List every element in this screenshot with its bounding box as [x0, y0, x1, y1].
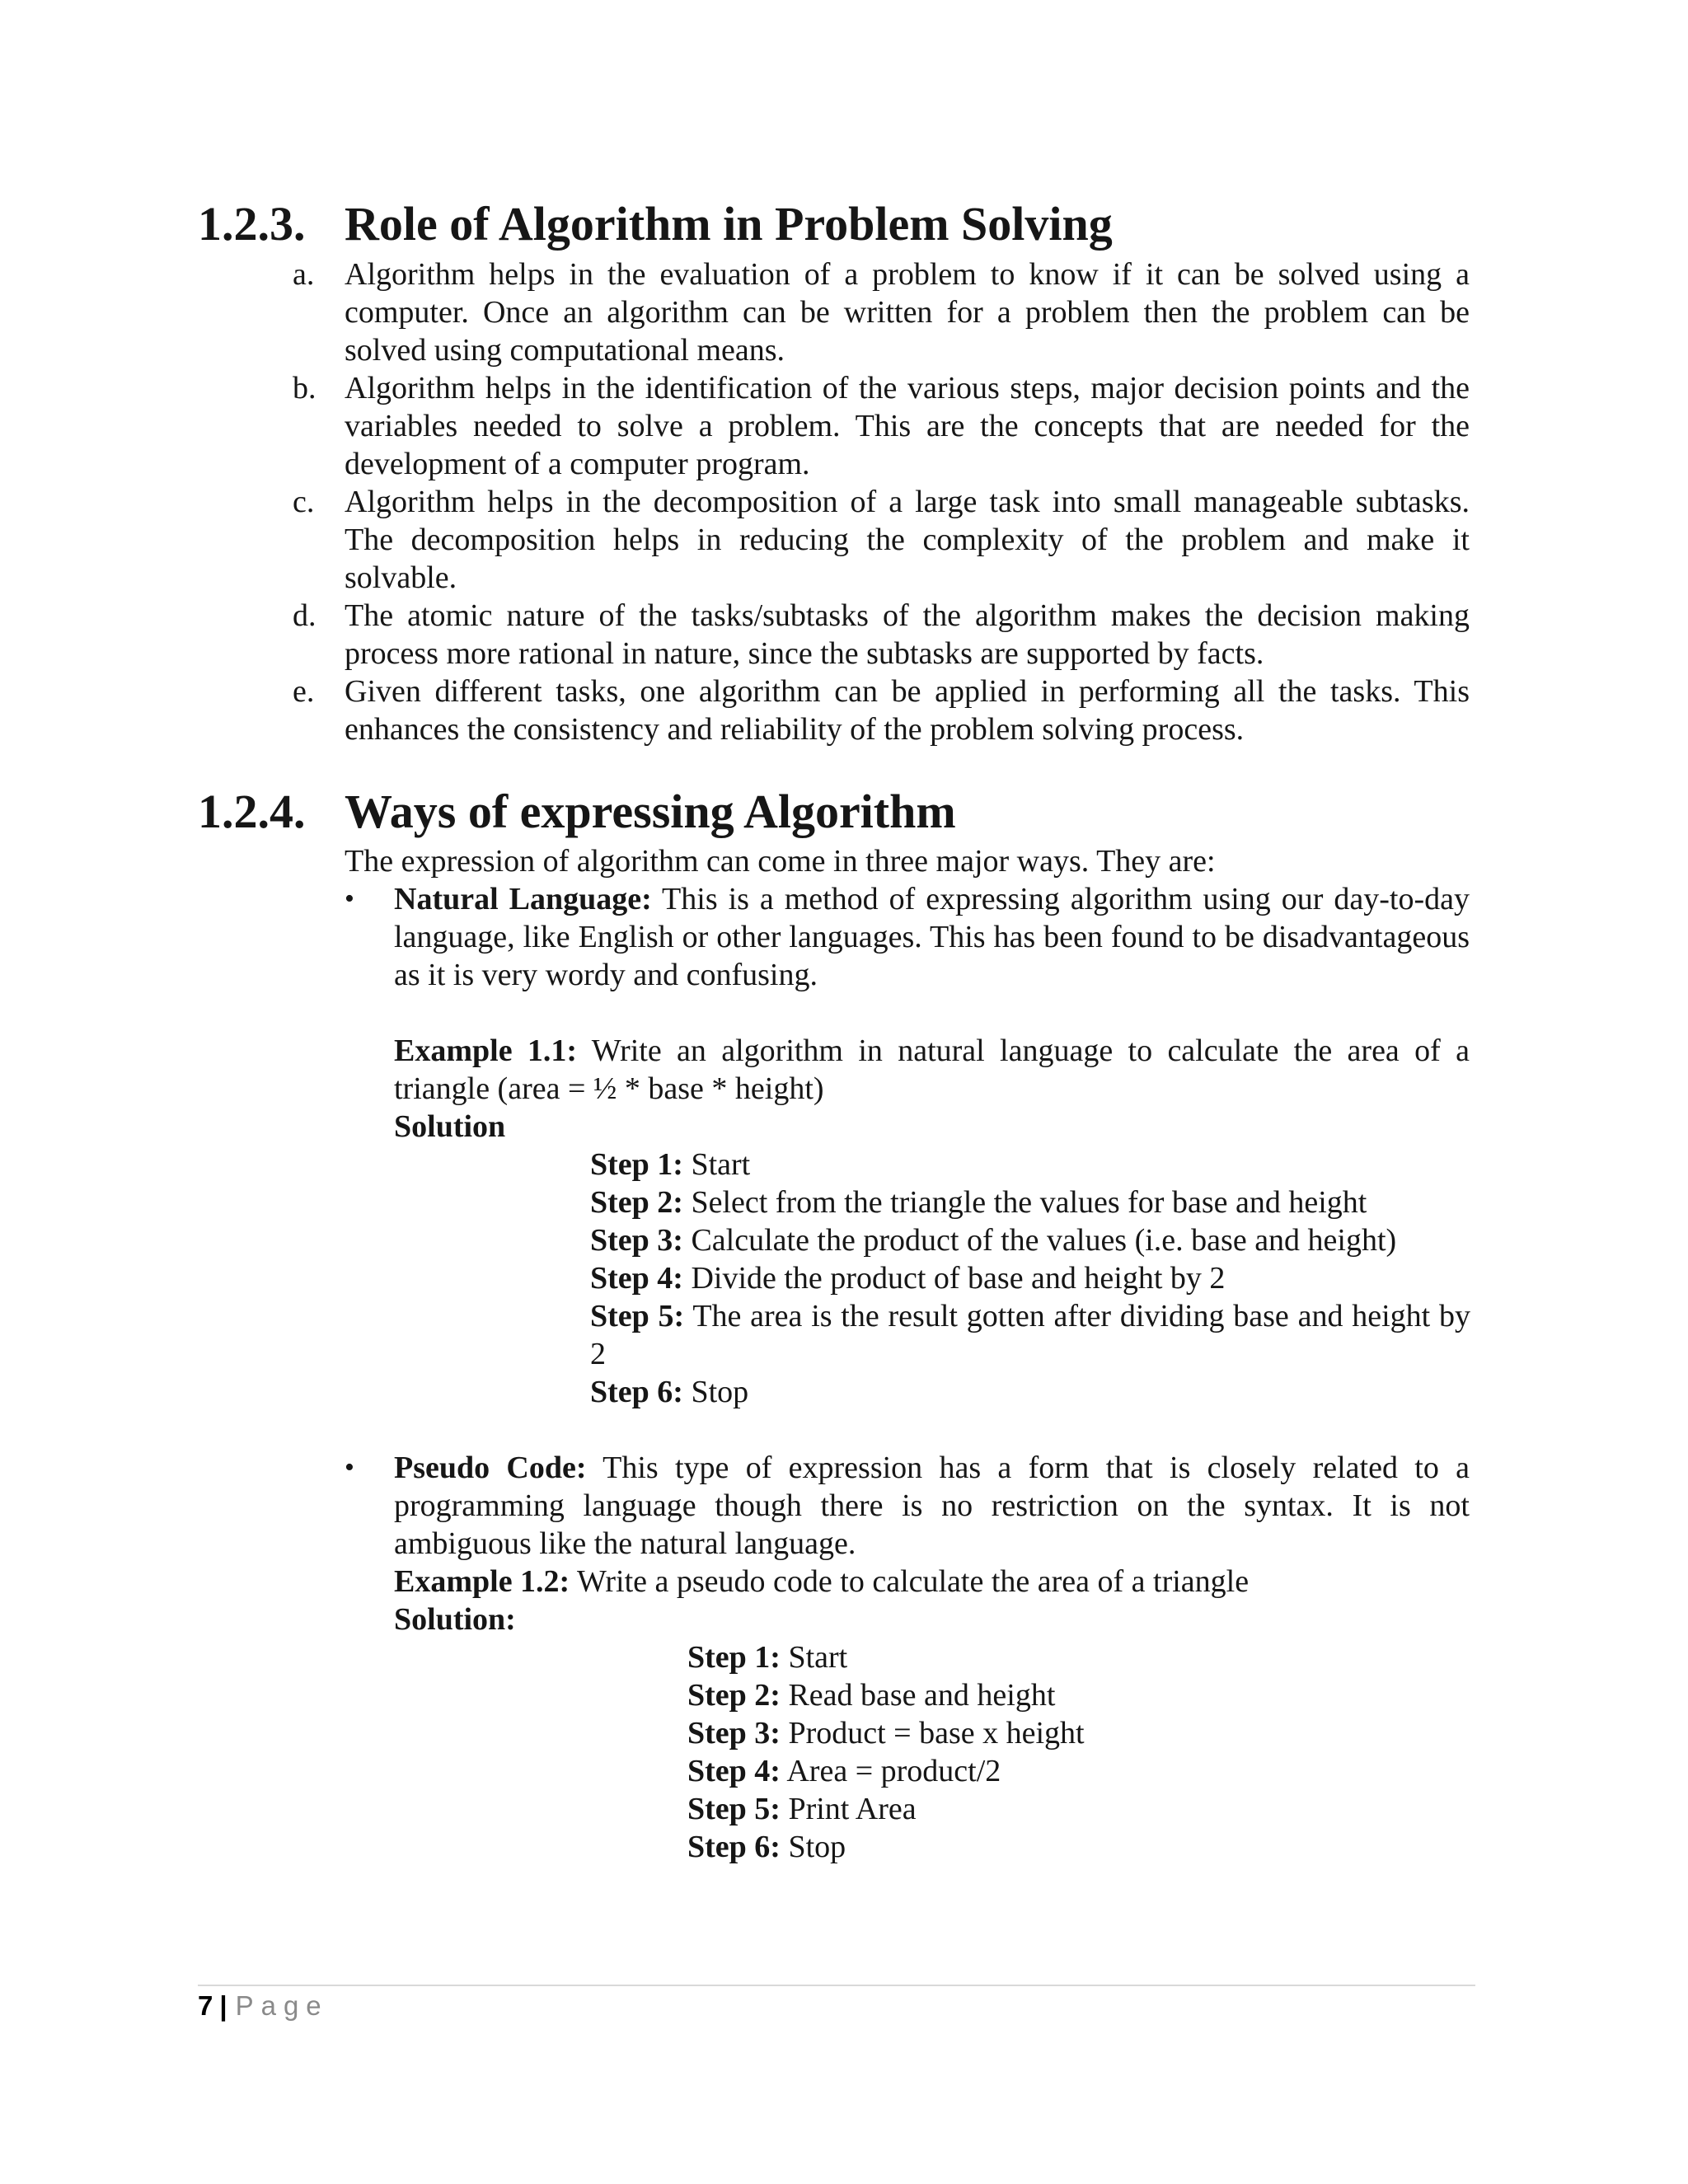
footer-separator: |: [219, 1990, 227, 2021]
step-row: [590, 1259, 1225, 1297]
step-row: [590, 1146, 750, 1183]
step-text: Select from the triangle the values for base and height: [691, 1185, 1367, 1220]
list-item-text: Algorithm helps in the decomposition of a large task into small manageable subtasks. The decomposition helps in reducing the complexity of the problem and make it solvable.: [345, 485, 1470, 596]
solution-label: [394, 1601, 516, 1638]
section-heading-1-2-4: [0, 783, 1688, 841]
page-footer: [198, 1990, 329, 2022]
example-label: Example 1.1:: [394, 1033, 578, 1068]
step-row: [687, 1790, 917, 1828]
step-text: Divide the product of base and height by 2: [691, 1261, 1226, 1296]
term-description: This is a method of expressing algorithm using our day-to-day language, like English or other languages. This has been found to be disadvantageous as it is very wordy and confusing.: [394, 882, 1470, 993]
step-text: Read base and height: [788, 1678, 1056, 1713]
list-item-text: Algorithm helps in the identification of the various steps, major decision points and the variables needed to solve a problem. This are the concepts that are needed for the development of a computer program.: [345, 371, 1470, 482]
step-label: Step 4:: [687, 1754, 781, 1788]
bullet-icon: •: [345, 1452, 354, 1483]
example-label: Example 1.2:: [394, 1564, 570, 1599]
term-label: Natural Language:: [394, 882, 652, 916]
section-title: Role of Algorithm in Problem Solving: [345, 197, 1113, 251]
bullet-icon: •: [345, 883, 354, 914]
step-text: Stop: [691, 1375, 749, 1409]
step-label: Step 2:: [687, 1678, 781, 1713]
step-label: Step 3:: [687, 1716, 781, 1750]
bullet-text: [394, 1449, 1470, 1563]
step-row: [590, 1373, 748, 1411]
list-marker: b.: [293, 371, 316, 405]
page-number: 7: [198, 1990, 213, 2021]
step-text: Product = base x height: [788, 1716, 1085, 1750]
section-number: 1.2.4.: [198, 785, 306, 838]
section-title: Ways of expressing Algorithm: [345, 785, 956, 838]
example-text: Write a pseudo code to calculate the area of a triangle: [577, 1564, 1250, 1599]
step-label: Step 6:: [687, 1830, 781, 1864]
section-intro: The expression of algorithm can come in three major ways. They are:: [345, 844, 1216, 879]
section-heading-1-2-3: [0, 195, 1688, 253]
step-label: Step 5:: [590, 1299, 685, 1333]
step-text: Start: [788, 1640, 848, 1675]
step-row: [687, 1752, 1001, 1790]
step-label: Step 1:: [687, 1640, 781, 1675]
step-row: [687, 1714, 1085, 1752]
step-text: Start: [691, 1147, 751, 1182]
list-marker: a.: [293, 257, 315, 292]
example-1-2: [394, 1563, 1249, 1601]
list-marker: c.: [293, 485, 315, 519]
step-text: Area = product/2: [786, 1754, 1001, 1788]
step-text: Print Area: [788, 1792, 917, 1826]
step-row: [590, 1221, 1396, 1259]
step-label: Step 1:: [590, 1147, 683, 1182]
list-item-text: The atomic nature of the tasks/subtasks of the algorithm makes the decision making process more rational in nature, since the subtasks are supported by facts.: [345, 598, 1470, 672]
step-row: [590, 1183, 1367, 1221]
step-row: [687, 1638, 847, 1676]
example-text: Write an algorithm in natural language to calculate the area of a triangle (area = ½ * base * height): [394, 1033, 1470, 1107]
list-item-text: Algorithm helps in the evaluation of a problem to know if it can be solved using a computer. Once an algorithm can be written for a problem then the problem can be solved using computational means.: [345, 257, 1470, 368]
list-item-text: Given different tasks, one algorithm can be applied in performing all the tasks. This enhances the consistency and reliability of the problem solving process.: [345, 674, 1470, 748]
step-label: Step 2:: [590, 1185, 683, 1220]
term-description: This type of expression has a form that is closely related to a programming language though there is no restriction on the syntax. It is not ambiguous like the natural language.: [394, 1451, 1470, 1562]
step-label: Step 6:: [590, 1375, 683, 1409]
solution-label: [394, 1108, 505, 1146]
list-marker: e.: [293, 674, 315, 709]
step-text: The area is the result gotten after dividing base and height by 2: [590, 1299, 1470, 1372]
step-row: [590, 1297, 1470, 1373]
solution-heading: Solution: [394, 1109, 506, 1144]
term-label: Pseudo Code:: [394, 1451, 587, 1485]
footer-divider: [198, 1985, 1475, 1986]
list-marker: d.: [293, 598, 316, 633]
step-label: Step 4:: [590, 1261, 683, 1296]
step-text: Calculate the product of the values (i.e. base and height): [691, 1223, 1397, 1258]
page-label: Page: [235, 1990, 329, 2021]
example-1-1: [394, 1032, 1470, 1108]
step-label: Step 3:: [590, 1223, 683, 1258]
step-text: Stop: [788, 1830, 846, 1864]
step-row: [687, 1676, 1055, 1714]
bullet-text: [394, 880, 1470, 995]
step-label: Step 5:: [687, 1792, 781, 1826]
solution-heading: Solution:: [394, 1602, 516, 1637]
section-number: 1.2.3.: [198, 197, 306, 251]
step-row: [687, 1828, 846, 1866]
